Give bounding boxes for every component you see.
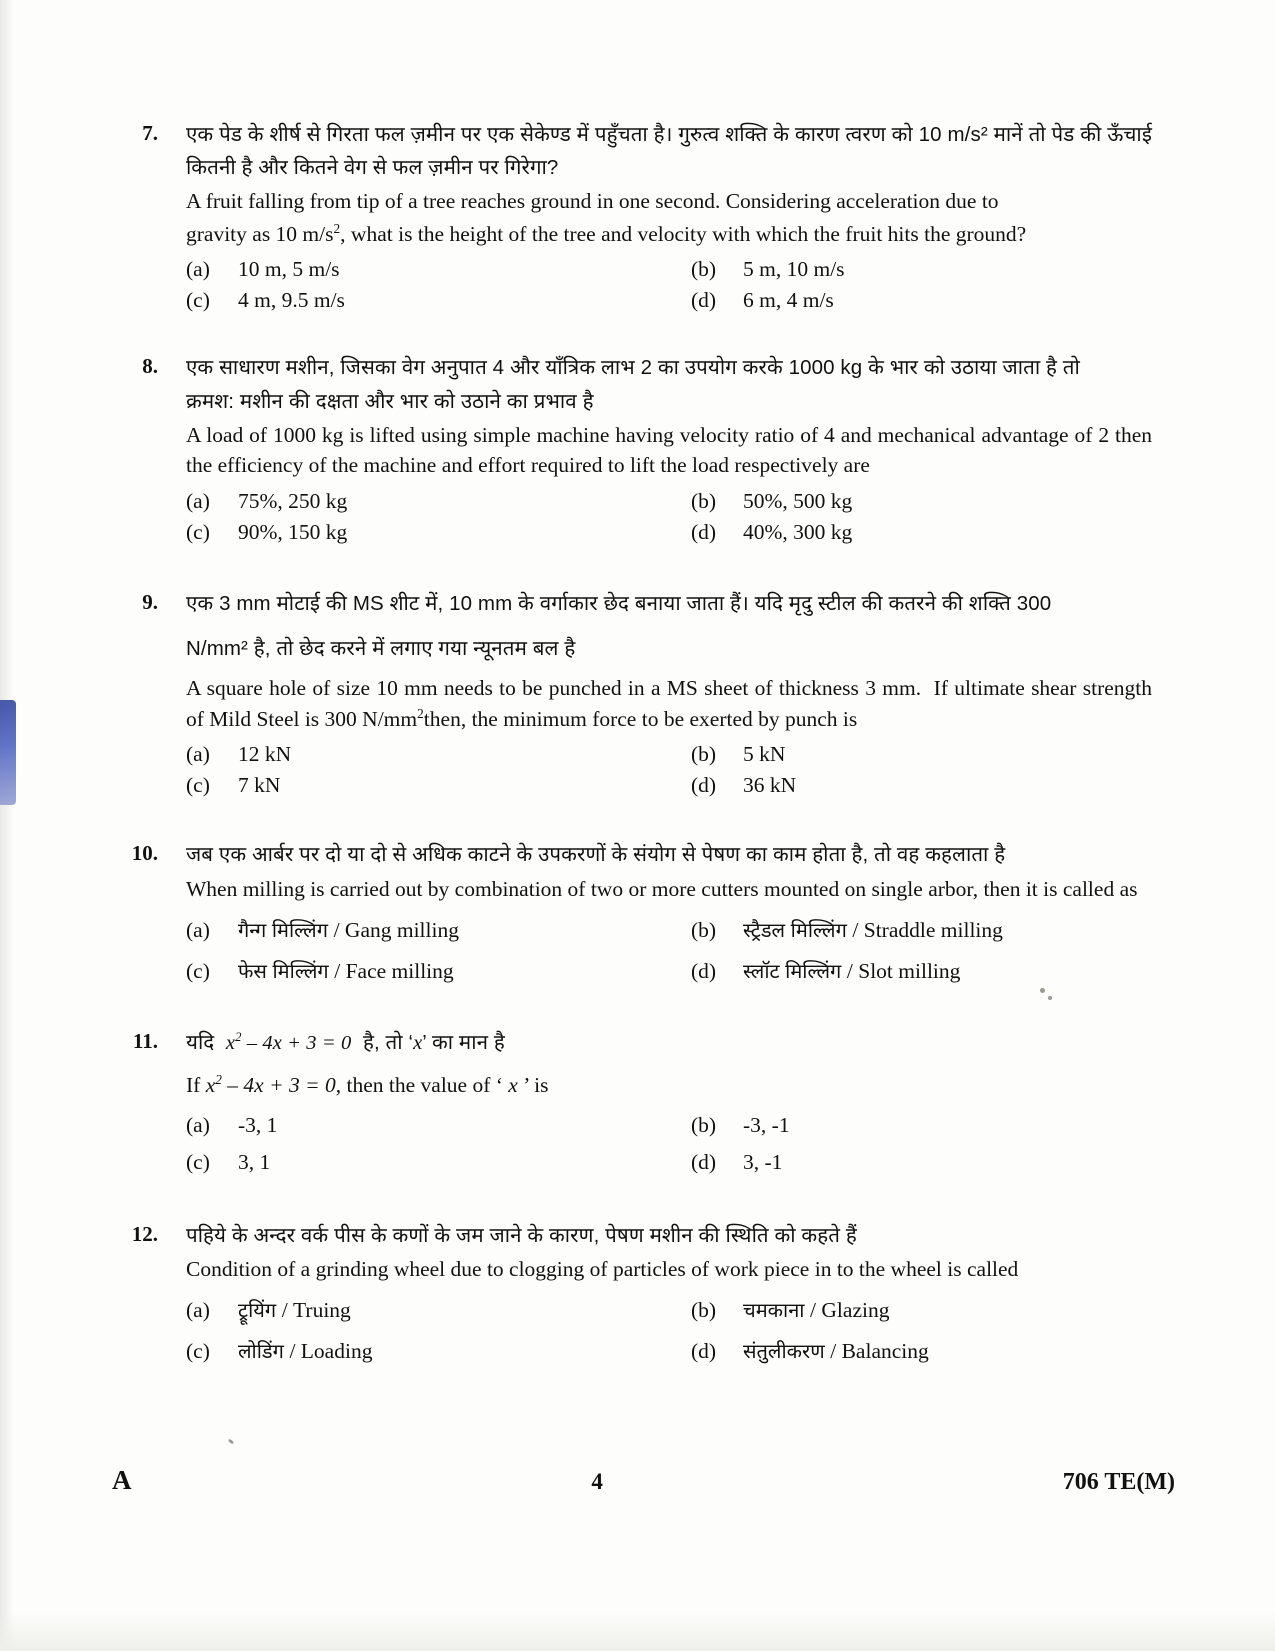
paper-code: 706 TE(M)	[1062, 1469, 1175, 1495]
option-text: 3, -1	[743, 1149, 783, 1174]
option-letter: (b)	[691, 257, 717, 282]
option-c[interactable]	[186, 520, 669, 545]
option-letter: (a)	[186, 488, 210, 513]
option-c[interactable]	[186, 773, 669, 798]
scan-bottom-shadow	[0, 1611, 1275, 1651]
option-letter: (c)	[186, 773, 210, 798]
option-letter: (c)	[186, 519, 210, 544]
option-text-english: / Slot milling	[846, 959, 961, 984]
options-list	[186, 1113, 1152, 1175]
option-row	[186, 957, 1152, 984]
option-text: -3, -1	[743, 1112, 790, 1137]
option-row	[186, 257, 1152, 282]
option-b[interactable]	[669, 257, 1152, 282]
question-text-english: If $x^2 - 4x + 3 = 0$, then the value of ‘ x ’ is	[186, 1072, 549, 1098]
question-text-hindi-line2: N/mm² है, तो छेद करने में लगाए गया न्यूनतम बल है	[186, 637, 576, 661]
question-number: 9.	[142, 589, 158, 614]
option-a[interactable]	[186, 742, 669, 767]
page-number: 4	[591, 1469, 603, 1494]
option-d[interactable]	[669, 1150, 1152, 1175]
option-a[interactable]	[186, 916, 669, 943]
option-a[interactable]	[186, 1296, 669, 1323]
option-text: 6 m, 4 m/s	[743, 288, 834, 313]
option-text: लोडिंग / Loading	[238, 1339, 373, 1364]
question-12	[112, 1219, 1152, 1365]
scan-left-edge-shadow	[0, 0, 14, 1651]
option-text: चमकाना / Glazing	[743, 1298, 890, 1323]
question-7	[112, 118, 1152, 313]
scan-speck	[228, 1438, 235, 1444]
option-c[interactable]	[186, 288, 669, 313]
option-text: 4 m, 9.5 m/s	[238, 288, 345, 313]
question-text-english: A square hole of size 10 mm needs to be punched in a MS sheet of thickness 3 mm. If ultimate shear strength of Mild Steel is 300 $N/mm^2then$, the minimum force to be exerted by punch is	[186, 676, 1152, 731]
option-text: 7 kN	[238, 773, 281, 798]
option-letter: (c)	[186, 288, 210, 313]
page-footer	[112, 1465, 1175, 1496]
scan-blue-binding-mark	[0, 700, 16, 805]
options-list	[186, 257, 1152, 313]
option-d[interactable]	[669, 773, 1152, 798]
options-list	[186, 742, 1152, 798]
option-text-english: / Truing	[281, 1298, 351, 1323]
option-text: 12 kN	[238, 742, 292, 767]
option-row	[186, 520, 1152, 545]
question-text-english: Condition of a grinding wheel due to clogging of particles of work piece in to the wheel is called	[186, 1256, 1019, 1281]
option-text: स्ट्रैडल मिल्लिंग / Straddle milling	[743, 918, 1003, 943]
option-letter: (d)	[691, 773, 717, 798]
question-10	[112, 838, 1152, 984]
option-row	[186, 1337, 1152, 1364]
option-c[interactable]	[186, 1337, 669, 1364]
question-number: 10.	[131, 841, 158, 866]
option-text-english: / Loading	[289, 1339, 373, 1364]
question-8	[112, 351, 1152, 544]
option-letter: (c)	[186, 1149, 210, 1174]
option-text-english: / Glazing	[810, 1298, 890, 1323]
option-text: 10 m, 5 m/s	[238, 257, 340, 282]
option-text-english: / Straddle milling	[852, 918, 1003, 943]
option-b[interactable]	[669, 742, 1152, 767]
option-text: -3, 1	[238, 1112, 278, 1137]
option-text: गैन्ग मिल्लिंग / Gang milling	[238, 918, 459, 943]
questions-container	[112, 118, 1152, 1390]
option-letter: (d)	[691, 288, 717, 313]
question-paper-set-code: A	[112, 1465, 132, 1495]
options-list	[186, 1296, 1152, 1364]
option-d[interactable]	[669, 288, 1152, 313]
option-letter: (a)	[186, 918, 210, 943]
option-a[interactable]	[186, 489, 669, 514]
equation-english: $x^2 - 4x + 3 = 0$	[205, 1072, 336, 1098]
question-text-english-line2: gravity as 10 $m/s^2$, what is the height of the tree and velocity with which the fruit hits the ground?	[186, 220, 1027, 246]
option-text: 75%, 250 kg	[238, 488, 348, 513]
option-letter: (b)	[691, 1298, 717, 1323]
question-number: 7.	[142, 121, 158, 145]
option-row	[186, 742, 1152, 767]
option-letter: (d)	[691, 959, 717, 984]
option-text: 36 kN	[743, 773, 797, 798]
option-text: फेस मिल्लिंग / Face milling	[238, 959, 454, 984]
option-d[interactable]	[669, 1337, 1152, 1364]
option-letter: (a)	[186, 742, 210, 767]
option-text: 5 m, 10 m/s	[743, 257, 845, 282]
option-text: 40%, 300 kg	[743, 519, 853, 544]
option-letter: (a)	[186, 1112, 210, 1137]
option-row	[186, 1296, 1152, 1323]
question-text-hindi-line2: क्रमश: मशीन की दक्षता और भार को उठाने का प्रभाव है	[186, 389, 594, 413]
option-letter: (b)	[691, 918, 717, 943]
option-text: 5 kN	[743, 742, 786, 767]
option-text: 3, 1	[238, 1149, 271, 1174]
equation-hindi: $x^2 - 4x + 3 = 0$	[225, 1030, 352, 1055]
option-text-english: / Face milling	[334, 959, 454, 984]
question-text-english: When milling is carried out by combination of two or more cutters mounted on single arbor, then it is called as	[186, 876, 1138, 901]
option-a[interactable]	[186, 257, 669, 282]
question-text-hindi-line1: एक साधारण मशीन, जिसका वेग अनुपात 4 और याँत्रिक लाभ 2 का उपयोग करके 1000 kg के भार को उठाया जाता है तो	[186, 356, 1080, 380]
option-letter: (d)	[691, 519, 717, 544]
question-number: 8.	[142, 354, 158, 379]
option-row	[186, 773, 1152, 798]
option-letter: (d)	[691, 1339, 717, 1364]
option-b[interactable]	[669, 916, 1152, 943]
option-b[interactable]	[669, 1296, 1152, 1323]
option-text: स्लॉट मिल्लिंग / Slot milling	[743, 959, 961, 984]
option-row	[186, 1113, 1152, 1138]
option-letter: (c)	[186, 959, 210, 984]
option-a[interactable]	[186, 1113, 669, 1138]
option-text-english: / Gang milling	[333, 918, 459, 943]
option-text: 90%, 150 kg	[238, 519, 348, 544]
question-text-hindi: यदि $x^2 - 4x + 3 = 0$ है, तो ‘x’ का मान है	[186, 1030, 505, 1055]
option-row	[186, 288, 1152, 313]
question-number: 11.	[132, 1029, 158, 1054]
option-text: 50%, 500 kg	[743, 488, 853, 513]
option-letter: (b)	[691, 488, 717, 513]
options-list	[186, 489, 1152, 545]
option-b[interactable]	[669, 1113, 1152, 1138]
question-text-hindi: पहिये के अन्दर वर्क पीस के कणों के जम जाने के कारण, पेषण मशीन की स्थिति को कहते हैं	[186, 1223, 857, 1247]
option-row	[186, 1150, 1152, 1175]
option-d[interactable]	[669, 957, 1152, 984]
option-row	[186, 489, 1152, 514]
option-letter: (b)	[691, 742, 717, 767]
options-list	[186, 916, 1152, 984]
question-text-english: A load of 1000 kg is lifted using simple machine having velocity ratio of 4 and mechanical advantage of 2 then the efficiency of the machine and effort required to lift the load respectively are	[186, 422, 1152, 478]
option-text: ट्रूयिंग / Truing	[238, 1298, 351, 1323]
option-letter: (d)	[691, 1149, 717, 1174]
option-row	[186, 916, 1152, 943]
option-text: संतुलीकरण / Balancing	[743, 1339, 929, 1364]
question-11	[112, 1026, 1152, 1175]
question-text-hindi: एक पेड के शीर्ष से गिरता फल ज़मीन पर एक सेकेण्ड में पहुँचता है। गुरुत्व शक्ति के कारण त्वरण को 10 m/s² मानें तो पेड की ऊँचाई कितनी है और कितने वेग से फल ज़मीन पर गिरेगा?	[186, 123, 1152, 180]
question-number: 12.	[131, 1221, 158, 1246]
question-text-english-line1: A fruit falling from tip of a tree reaches ground in one second. Considering acceleration due to	[186, 189, 999, 214]
option-b[interactable]	[669, 489, 1152, 514]
option-letter: (c)	[186, 1339, 210, 1364]
option-letter: (a)	[186, 1298, 210, 1323]
option-c[interactable]	[186, 1150, 669, 1175]
option-letter: (b)	[691, 1112, 717, 1137]
question-text-hindi-line1: एक 3 mm मोटाई की MS शीट में, 10 mm के वर्गाकार छेद बनाया जाता हैं। यदि मृदु स्टील की कतरने की शक्ति 300	[186, 591, 1052, 615]
option-d[interactable]	[669, 520, 1152, 545]
option-letter: (a)	[186, 257, 210, 282]
question-9	[112, 587, 1152, 798]
option-c[interactable]	[186, 957, 669, 984]
question-text-hindi: जब एक आर्बर पर दो या दो से अधिक काटने के उपकरणों के संयोग से पेषण का काम होता है, तो वह कहलाता है	[186, 843, 1006, 867]
option-text-english: / Balancing	[830, 1339, 929, 1364]
